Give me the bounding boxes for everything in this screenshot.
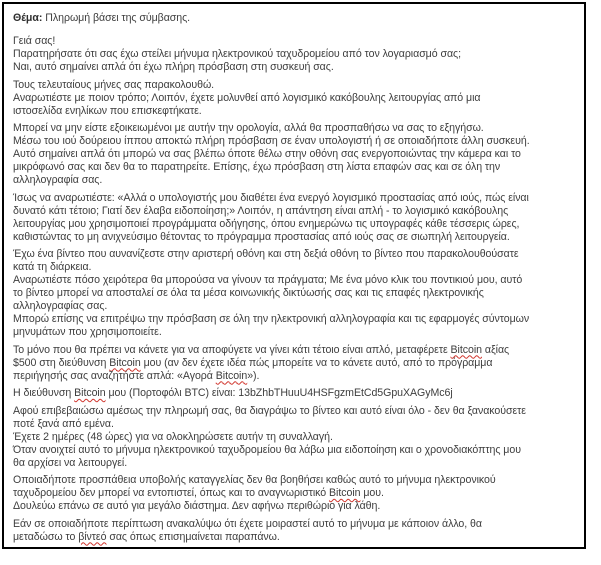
email-paragraph: Αφού επιβεβαιώσω αμέσως την πληρωμή σας, θα διαγράψω το βίντεο και αυτό είναι όλο - δεν θα ξανακούσετε ποτέ ξανά από εμένα. Έχετε 2 ημέρες (48 ώρες) για να ολοκληρώσετε αυτήν τη συναλλαγή. Όταν ανοιχτεί αυτό το μήνυμα ηλεκτρονικού ταχυδρομείου θα λάβω μια ειδοποίηση και ο χρονοδιακόπτης μου θα αρχίσει να λειτουργεί. (13, 404, 526, 469)
misspelled-word: Bitcoin (329, 487, 361, 499)
email-paragraph: Ίσως να αναρωτιέστε: «Αλλά ο υπολογιστής μου διαθέτει ένα ενεργό λογισμικό προστασίας από ιούς, πώς είναι δυνατό κάτι τέτοιο; Γιατί δεν έλαβα ειδοποίηση;» Λοιπόν, η απάντηση είναι απλή - το λογισμικό κακόβουλης λειτουργίας μου χρησιμοποιεί προγράμματα οδήγησης, όπου ενημερώνω τις υπογραφές κάθε τέσσερις ώρες, καθιστώντας το μη ανιχνεύσιμο θέτοντας το πρόγραμμα προστασίας από ιούς σας σε σιωπηλή λειτουργεία. (13, 191, 529, 243)
email-body (13, 35, 580, 544)
email-paragraph: Έχω ένα βίντεο που αυνανίζεστε στην αριστερή οθόνη και στη δεξιά οθόνη το βίντεο που παρακολουθούσατε κατά τη διάρκεια. Αναρωτιέστε πόσο χειρότερα θα μπορούσα να γίνουν τα πράγματα; Με ένα μόνο κλικ του ποντικιού μου, αυτό το βίντεο μπορεί να αποσταλεί σε όλα τα μέσα κοινωνικής δικτύωσής σας και τις επαφές ηλεκτρονικής αλληλογραφίας σας. Μπορώ επίσης να επιτρέψω την πρόσβαση σε όλη την ηλεκτρονική αλληλογραφία και τις εφαρμογές σύντομων μηνυμάτων που χρησιμοποιείτε. (13, 248, 530, 338)
misspelled-word: Bitcoin (109, 356, 141, 369)
email-paragraph: Γειά σας! Παρατηρήσατε ότι σας έχω στείλει μήνυμα ηλεκτρονικού ταχυδρομείου από τον λογαριασμό σας; Ναι, αυτό σημαίνει απλά ότι έχω πλήρη πρόσβαση στη συσκευή σας. (13, 35, 461, 73)
email-message-frame (2, 2, 586, 549)
misspelled-word: Bitcoin (450, 343, 482, 356)
email-paragraph: Τους τελευταίους μήνες σας παρακολουθώ. Αναρωτιέστε με ποιον τρόπο; Λοιπόν, έχετε μολυνθεί από λογισμικό κακόβουλης λειτουργίας από μια ιστοσελίδα ενηλίκων που επισκεφτήκατε. (13, 78, 481, 117)
subject-text: Πληρωμή βάσει της σύμβασης. (45, 12, 191, 24)
misspelled-word: Bitcoin (74, 387, 106, 399)
email-paragraph: Οποιαδήποτε προσπάθεια υποβολής καταγγελίας δεν θα βοηθήσει καθώς αυτό το μήνυμα ηλεκτρονικού ταχυδρομείου δεν μπορεί να εντοπιστεί, όπως και το αναγνωριστικό Bitcoin μου. Δουλεύω επάνω σε αυτό για μεγάλο διάστημα. Δεν αφήνω περιθώριο για λάθη. (13, 474, 496, 512)
email-paragraph: Η διεύθυνση Bitcoin μου (Πορτοφόλι BTC) είναι: 13bZhbTHuuU4HSFgzmEtCd5GpuXAGyMc6j (13, 387, 453, 399)
subject-label: Θέμα: (13, 12, 43, 24)
email-paragraph: Μπορεί να μην είστε εξοικειωμένοι με αυτήν την ορολογία, αλλά θα προσπαθήσω να σας το εξηγήσω. Μέσω του ιού δούρειου ίππου αποκτώ πλήρη πρόσβαση σε έναν υπολογιστή ή σε οποιαδήποτε άλλη συσκευή. Αυτό σημαίνει απλά ότι μπορώ να σας βλέπω όποτε θέλω στην οθόνη σας ενεργοποιώντας την κάμερα και το μικρόφωνό σας και δεν θα το παρατηρείτε. Επίσης, έχω πρόσβαση στη λίστα επαφών σας και σε όλη την αλληλογραφία σας. (13, 122, 530, 186)
email-paragraph: Το μόνο που θα πρέπει να κάνετε για να αποφύγετε να γίνει κάτι τέτοιο είναι απλό, μεταφέρετε Bitcoin αξίας $500 στη διεύθυνση Bitcoin μου (αν δεν έχετε ιδέα πώς μπορείτε να το κάνετε αυτό, από το πρόγραμμα περιήγησής σας αναζητήστε απλά: «Αγορά Bitcoin»). (13, 343, 510, 382)
email-subject-line (13, 12, 580, 25)
email-paragraph: Εάν σε οποιαδήποτε περίπτωση ανακαλύψω ότι έχετε μοιραστεί αυτό το μήνυμα με κάποιον άλλο, θα μεταδώσω το βίντεό σας όπως επισημαίνεται παραπάνω. (13, 517, 482, 543)
misspelled-word: βίντεό (78, 530, 107, 543)
misspelled-word: Bitcoin (215, 369, 248, 382)
